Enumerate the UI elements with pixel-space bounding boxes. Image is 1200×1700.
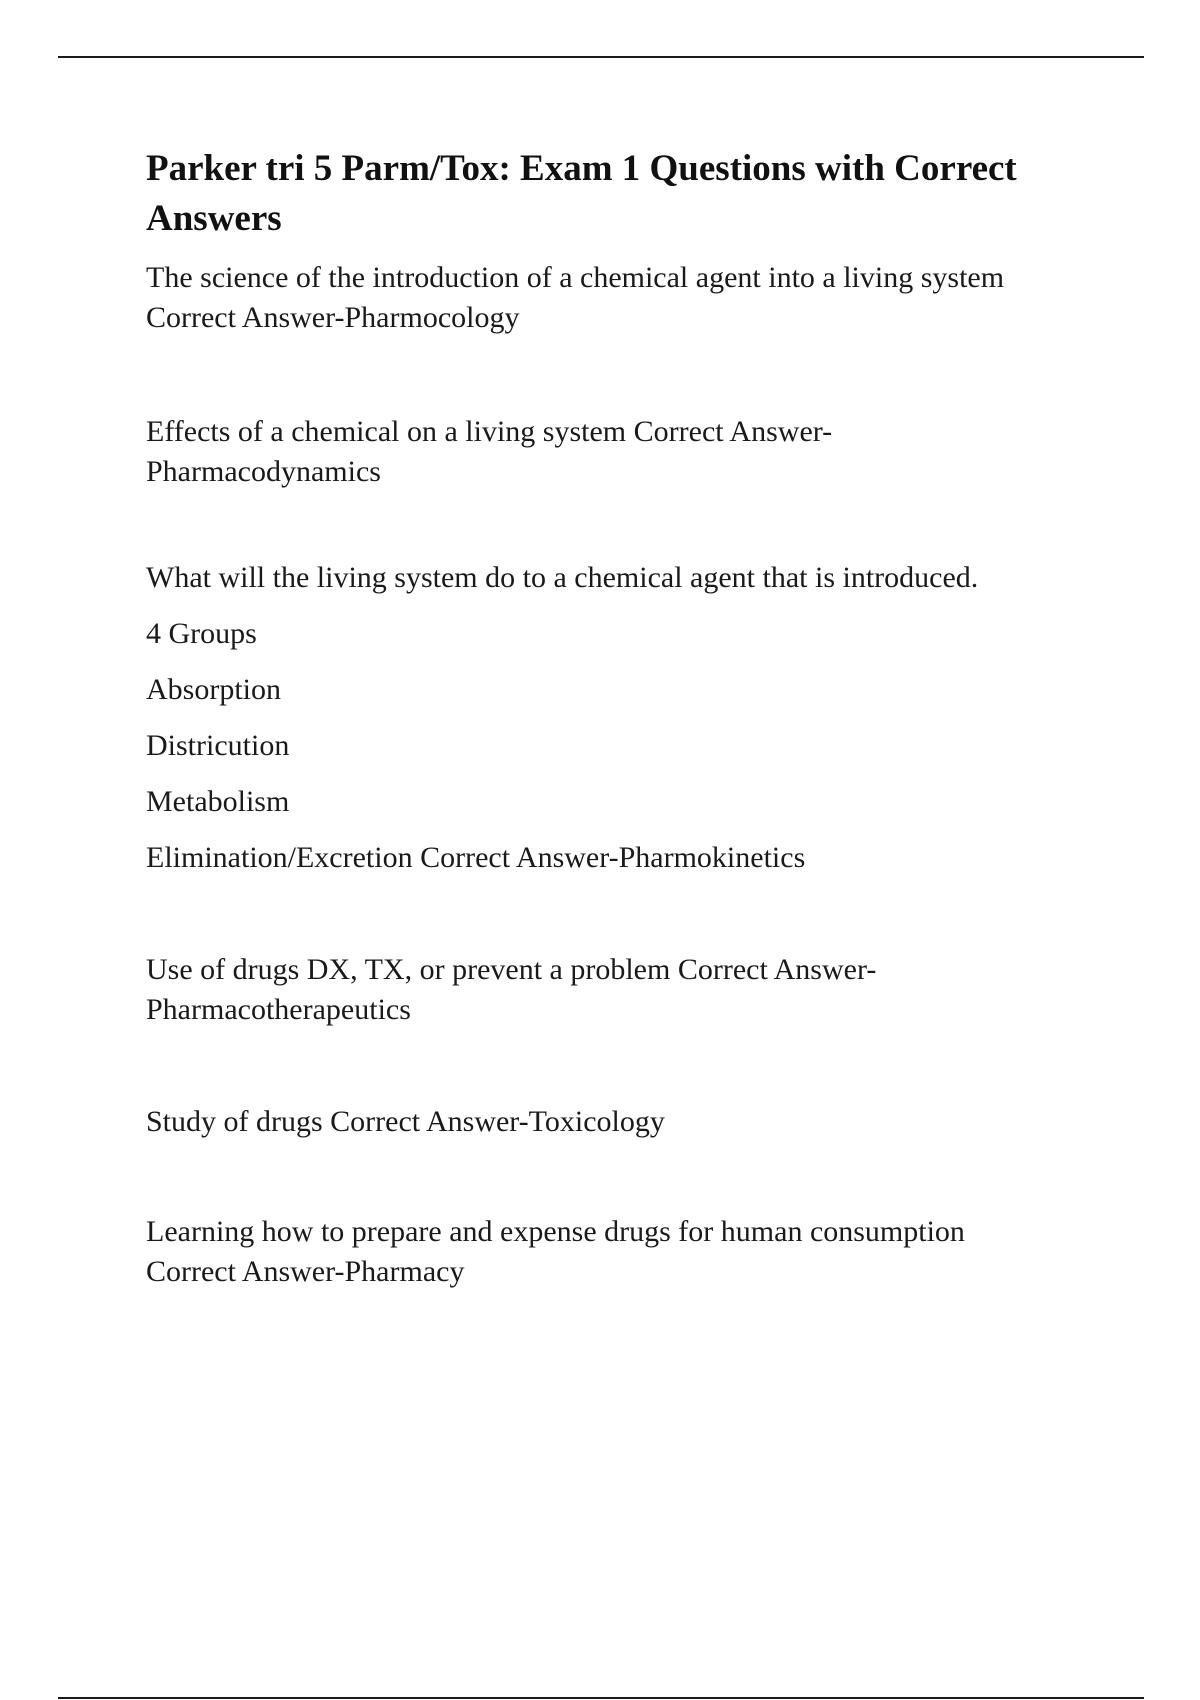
- qa-item-2-line-2: Pharmacodynamics: [146, 455, 381, 488]
- spacer: [146, 1142, 1086, 1212]
- qa-item-3-line-2: 4 Groups: [146, 617, 257, 650]
- spacer: [146, 338, 1086, 412]
- qa-item-1-line-1: The science of the introduction of a chemical agent into a living system: [146, 261, 1005, 294]
- spacer: [146, 1030, 1086, 1102]
- bottom-rule: [58, 1697, 1144, 1699]
- qa-item-3-line-4: Districution: [146, 729, 290, 762]
- qa-item-3-line-3: Absorption: [146, 673, 281, 706]
- qa-item-3-line-6: Elimination/Excretion Correct Answer-Pharmokinetics: [146, 841, 806, 874]
- qa-item-3-line-5: Metabolism: [146, 785, 290, 818]
- qa-item-2: [146, 412, 1086, 492]
- qa-item-5: [146, 1102, 1086, 1142]
- qa-item-6-line-1: Learning how to prepare and expense drugs for human consumption: [146, 1215, 965, 1248]
- top-rule: [58, 56, 1144, 58]
- qa-item-3-line-1: What will the living system do to a chemical agent that is introduced.: [146, 561, 979, 594]
- qa-item-1-line-2: Correct Answer-Pharmocology: [146, 301, 520, 334]
- qa-item-4-line-2: Pharmacotherapeutics: [146, 993, 411, 1026]
- document-body: [146, 144, 1086, 1292]
- qa-item-6-line-2: Correct Answer-Pharmacy: [146, 1255, 465, 1288]
- qa-item-1: [146, 258, 1086, 338]
- document-title: Parker tri 5 Parm/Tox: Exam 1 Questions with Correct Answers: [146, 148, 1017, 239]
- qa-item-5-line-1: Study of drugs Correct Answer-Toxicology: [146, 1105, 665, 1138]
- qa-item-4-line-1: Use of drugs DX, TX, or prevent a problem Correct Answer-: [146, 953, 877, 986]
- qa-item-6: [146, 1212, 1086, 1292]
- qa-item-2-line-1: Effects of a chemical on a living system Correct Answer-: [146, 415, 833, 448]
- qa-item-4: [146, 950, 1086, 1030]
- spacer: [146, 492, 1086, 558]
- qa-item-3: [146, 558, 1086, 878]
- spacer: [146, 878, 1086, 950]
